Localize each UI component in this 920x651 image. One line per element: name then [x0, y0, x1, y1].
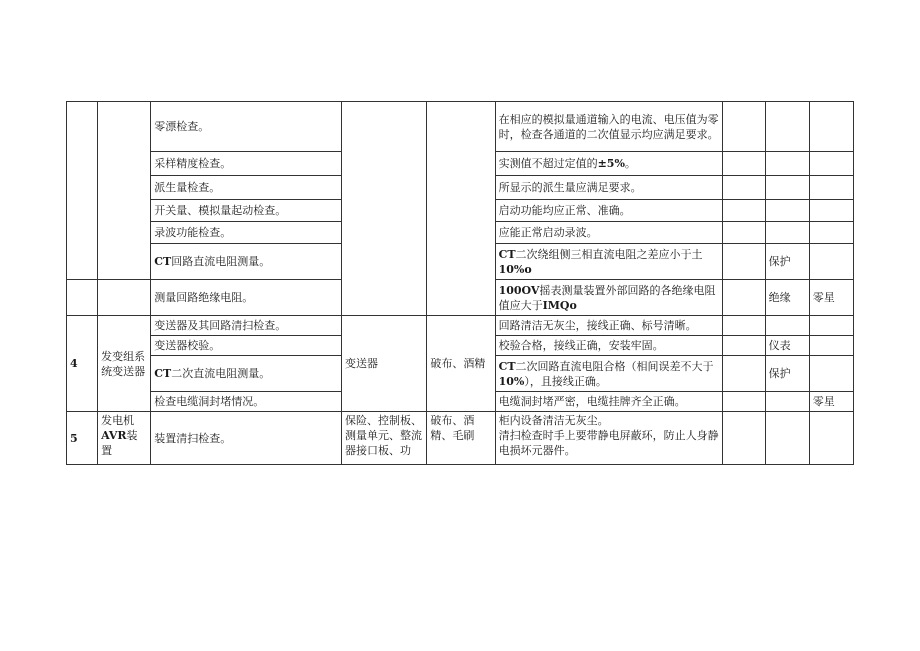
extra-cell	[809, 200, 853, 222]
standard-cell	[495, 392, 723, 412]
system-text: 装置	[101, 429, 138, 457]
item-text: 检查电缆洞封堵情况。	[154, 395, 265, 408]
tolerance-value: 10%	[498, 374, 525, 388]
standard-text: 二次回路直流电阻合格（相间误差不大于	[515, 359, 714, 373]
item-cell	[151, 152, 342, 176]
extra-cell	[809, 316, 853, 336]
group-number	[67, 412, 98, 465]
blank-cell	[723, 280, 765, 316]
note-cell	[765, 152, 809, 176]
group-number-text: 4	[70, 357, 78, 370]
blank-cell	[723, 152, 765, 176]
material-cell	[427, 412, 495, 465]
standard-cell	[495, 222, 723, 244]
standard-cell	[495, 102, 723, 152]
item-text: 变送器校验。	[154, 339, 221, 352]
standard-text: 摇表测量装置外部回路的各绝缘电阻值应大于	[498, 283, 716, 312]
item-text: 装置清扫检查。	[154, 431, 232, 445]
ct-label: CT	[154, 367, 172, 380]
table-row	[67, 102, 854, 152]
item-cell	[151, 356, 342, 392]
cell-material-blank	[427, 102, 495, 316]
table-row	[67, 316, 854, 336]
note-cell	[765, 200, 809, 222]
system-cell	[98, 316, 151, 412]
item-text: 采样精度检查。	[154, 157, 232, 170]
resistance-value: IMQo	[542, 298, 577, 312]
item-cell	[151, 336, 342, 356]
group-number	[67, 316, 98, 412]
extra-cell	[809, 152, 853, 176]
note-cell	[765, 412, 809, 465]
item-cell	[151, 200, 342, 222]
standard-text: 清扫检查时手上要带静电屏蔽环，防止人身静电损坏元器件。	[498, 429, 719, 457]
extra-text: 零星	[812, 291, 835, 304]
blank-cell	[723, 222, 765, 244]
equipment-text: 保险、控制板、测量单元、整流器接口板、功	[345, 414, 423, 457]
standard-cell	[495, 176, 723, 200]
standard-punct: 。	[624, 157, 636, 170]
extra-cell	[809, 222, 853, 244]
item-cell	[151, 176, 342, 200]
blank-cell	[723, 336, 765, 356]
item-cell	[151, 280, 342, 316]
note-cell	[765, 392, 809, 412]
blank-cell	[723, 176, 765, 200]
blank-cell	[723, 392, 765, 412]
system-text: 发电机	[101, 414, 135, 427]
material-text: 破布、酒精、毛刷	[430, 414, 475, 442]
standard-cell	[495, 316, 723, 336]
item-text: 录波功能检查。	[154, 226, 232, 239]
standard-text: 校验合格，接线正确，安装牢固。	[498, 339, 664, 352]
item-text: 二次直流电阻测量。	[171, 367, 271, 380]
item-text: 派生量检查。	[154, 181, 221, 194]
item-cell	[151, 412, 342, 465]
material-cell	[427, 316, 495, 412]
item-text: 回路直流电阻测量。	[171, 255, 271, 268]
item-cell	[151, 316, 342, 336]
extra-cell	[809, 392, 853, 412]
note-text: 仪表	[768, 339, 791, 352]
note-cell	[765, 102, 809, 152]
cell-system-blank	[98, 280, 151, 316]
blank-cell	[723, 412, 765, 465]
note-cell	[765, 356, 809, 392]
standard-cell	[495, 336, 723, 356]
extra-cell	[809, 176, 853, 200]
ct-label: CT	[498, 359, 516, 373]
ct-label: CT	[154, 255, 172, 268]
extra-cell	[809, 102, 853, 152]
equipment-cell	[342, 316, 427, 412]
extra-cell	[809, 280, 853, 316]
megger-label: 100OV	[498, 283, 540, 297]
extra-cell	[809, 336, 853, 356]
standard-text: 柜内设备清洁无灰尘。	[498, 414, 609, 427]
standard-text: 电缆洞封堵严密，电缆挂牌齐全正确。	[498, 395, 686, 408]
standard-cell	[495, 280, 723, 316]
tolerance-value: ±5%	[597, 157, 625, 170]
note-cell	[765, 244, 809, 280]
item-cell	[151, 244, 342, 280]
note-text: 绝缘	[768, 291, 791, 304]
standard-text: 所显示的派生量应满足要求。	[498, 181, 642, 194]
equipment-text: 变送器	[345, 357, 379, 370]
cell-system-blank	[98, 102, 151, 280]
item-text: 零漂检查。	[154, 120, 210, 133]
cell-equipment-blank	[342, 102, 427, 316]
extra-cell	[809, 412, 853, 465]
standard-text: ），且接线正确。	[524, 374, 607, 388]
standard-cell	[495, 356, 723, 392]
ct-label: CT	[498, 247, 516, 261]
cell-no-blank	[67, 280, 98, 316]
item-cell	[151, 392, 342, 412]
extra-cell	[809, 356, 853, 392]
maintenance-table	[66, 101, 854, 465]
blank-cell	[723, 102, 765, 152]
material-text: 破布、酒精	[430, 357, 486, 370]
standard-text: 启动功能均应正常、准确。	[498, 204, 631, 217]
item-text: 开关量、模拟量起动检查。	[154, 204, 287, 217]
table-row	[67, 412, 854, 465]
note-cell	[765, 222, 809, 244]
system-cell	[98, 412, 151, 465]
standard-cell	[495, 152, 723, 176]
item-text: 测量回路绝缘电阻。	[154, 291, 254, 304]
extra-cell	[809, 244, 853, 280]
standard-cell	[495, 200, 723, 222]
item-cell	[151, 102, 342, 152]
blank-cell	[723, 356, 765, 392]
standard-text: 回路清洁无灰尘，接线正确、标号清晰。	[498, 319, 697, 332]
equipment-cell	[342, 412, 427, 465]
note-cell	[765, 176, 809, 200]
standard-cell	[495, 244, 723, 280]
standard-cell	[495, 412, 723, 465]
tolerance-value: 10%o	[498, 262, 532, 276]
blank-cell	[723, 200, 765, 222]
standard-text: 二次绕组侧三相直流电阻之差应小于土	[515, 247, 703, 261]
note-cell	[765, 316, 809, 336]
note-text: 保护	[768, 367, 791, 380]
blank-cell	[723, 244, 765, 280]
blank-cell	[723, 316, 765, 336]
note-cell	[765, 336, 809, 356]
item-cell	[151, 222, 342, 244]
group-number-text: 5	[70, 431, 78, 445]
item-text: 变送器及其回路清扫检查。	[154, 319, 287, 332]
avr-label: AVR	[101, 429, 127, 442]
standard-text: 在相应的模拟量通道输入的电流、电压值为零时，检查各通道的二次值显示均应满足要求。	[498, 112, 719, 141]
standard-text: 实测值不超过定值的	[498, 157, 598, 170]
cell-no-blank	[67, 102, 98, 280]
standard-text: 应能正常启动录波。	[498, 226, 598, 239]
extra-text: 零星	[812, 395, 835, 408]
system-text: 发变组系统变送器	[101, 349, 146, 378]
note-cell	[765, 280, 809, 316]
note-text: 保护	[768, 255, 791, 268]
